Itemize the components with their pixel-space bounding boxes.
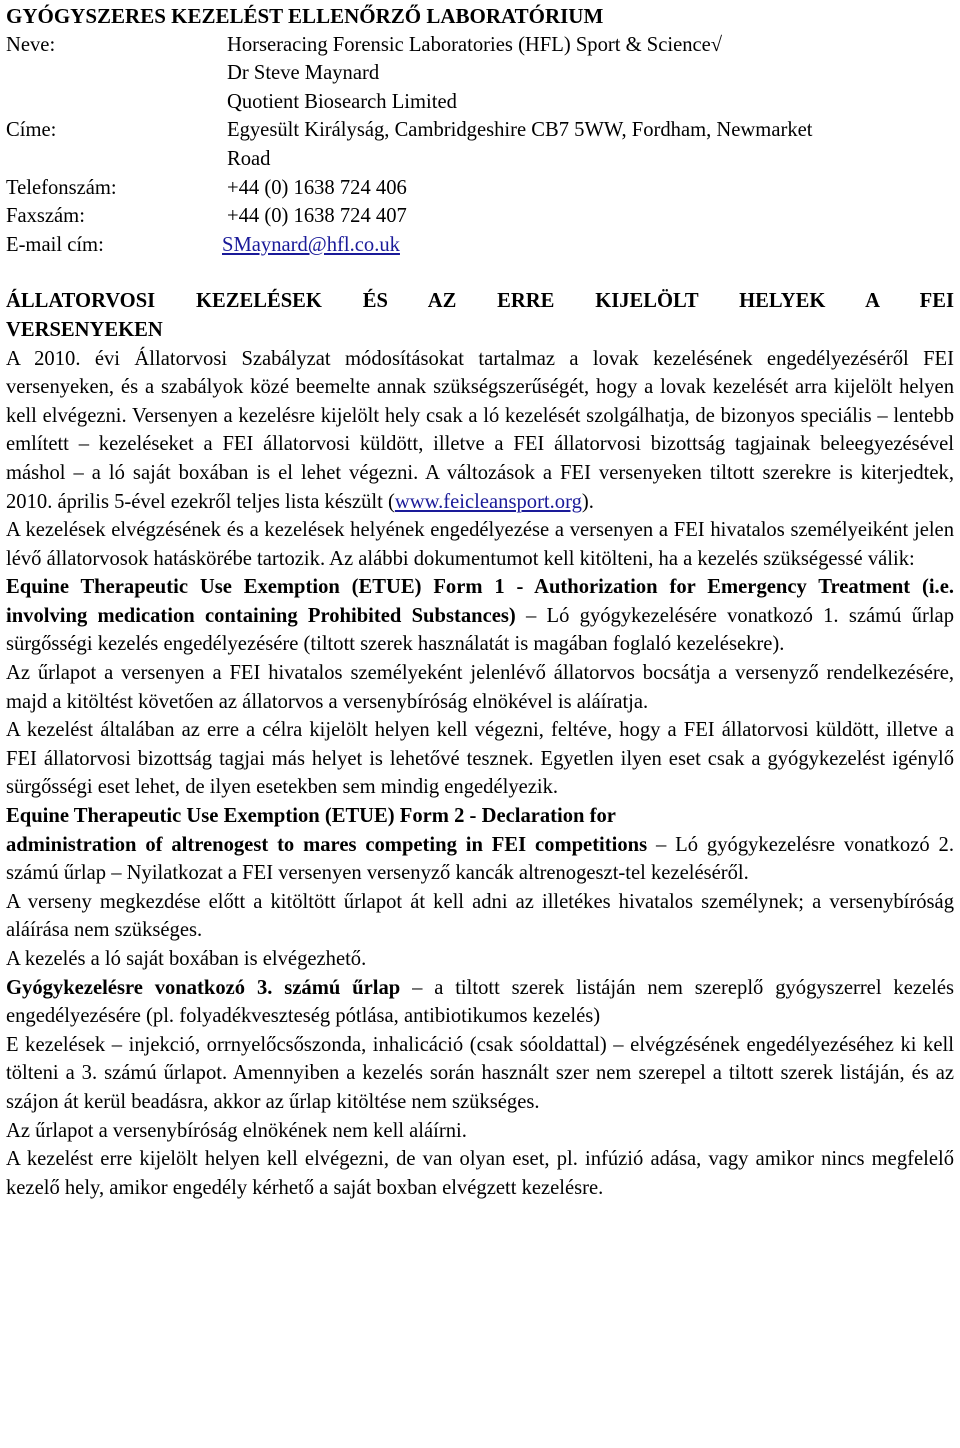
form1-paragraph-2: Az űrlapot a versenyen a FEI hivatalos személyeként jelenlévő állatorvos bocsátja a versenyző rendelkezésére, majd a kitöltést követően az állatorvos a versenybíróság elnökével is aláíratja. [6,662,954,713]
form1-paragraph [6,573,954,659]
address-value-1: Egyesült Királyság, Cambridgeshire CB7 5WW, Fordham, Newmarket [227,119,813,142]
spacer [6,259,954,287]
fax-value: +44 (0) 1638 724 407 [227,205,407,228]
phone-label: Telefonszám: [6,176,117,199]
intro-end: ). [581,490,594,513]
name-value-3: Quotient Biosearch Limited [227,90,457,113]
form1-title: Equine Therapeutic Use Exemption (ETUE) Form 1 - Authorization for Emergency Treatment (i.e. involving medication containing Prohibited Substances) [6,576,954,627]
address-value-2: Road [227,147,271,170]
name-label: Neve: [6,33,56,56]
email-label: E-mail cím: [6,233,104,256]
fax-row [6,202,954,231]
website-link[interactable]: www.feicleansport.org [394,490,582,513]
form2-paragraph-3: A kezelés a ló saját boxában is elvégezhető. [6,948,367,970]
email-row [6,231,954,260]
phone-row [6,174,954,203]
address-label: Címe: [6,119,57,142]
address-row [6,116,954,145]
intro-text: A 2010. évi Állatorvosi Szabályzat módosításokat tartalmaz a lovak kezelésének engedélyezéséről FEI versenyeken, és a szabályok közé beemelte annak szükségszerűségét, hogy a lovak kezelését arra kijelölt helyen kell elvégezni. Versenyen a kezelésre kijelölt hely csak a ló kezelését szolgálhatja, de bizonyos speciális – lentebb említett – kezeléseket a FEI állatorvosi küldött, illetve a FEI állatorvosi bizottság tagjainak beleegyezésével máshol – a ló saját boxában is el lehet végezni. A változások a FEI versenyeken tiltott szerekre is kiterjedtek, 2010. április 5-ével ezekről teljes lista készült ( [6,347,954,513]
section-heading-line-2: VERSENYEKEN [6,318,163,341]
form3-paragraph [6,974,954,1031]
form2-title-line-2: administration of altrenogest to mares competing in FEI competitions [6,833,648,856]
email-link[interactable]: SMaynard@hfl.co.uk [222,233,400,256]
name-value-1: Horseracing Forensic Laboratories (HFL) Sport & Science√ [227,33,723,56]
lab-title: GYÓGYSZERES KEZELÉST ELLENŐRZŐ LABORATÓRIUM [6,4,604,28]
form2-title-line-1: Equine Therapeutic Use Exemption (ETUE) Form 2 - Declaration for [6,805,616,828]
form1-paragraph-3: A kezelést általában az erre a célra kijelölt helyen kell végezni, feltéve, hogy a FEI állatorvosi küldött, illetve a FEI állatorvosi bizottság tagjai más helyet is lehetővé tesznek. Egyetlen ilyen eset csak a gyógykezelést igénylő sürgősségi eset lehet, de ilyen esetekben sem mindig engedélyezik. [6,719,954,799]
form3-title: Gyógykezelésre vonatkozó 3. számú űrlap [6,976,401,999]
name-row [6,31,954,60]
intro-paragraph [6,345,954,517]
phone-value: +44 (0) 1638 724 406 [227,176,407,199]
name-value-2: Dr Steve Maynard [227,62,380,85]
section-heading-line-1: ÁLLATORVOSI KEZELÉSEK ÉS AZ ERRE KIJELÖLT HELYEK A FEI [6,290,954,313]
document [6,2,954,1202]
competence-paragraph: A kezelések elvégzésének és a kezelések helyének engedélyezése a versenyen a FEI hivatalos személyeiként jelen lévő állatorvosok hatáskörébe tartozik. Az alábbi dokumentumot kell kitölteni, ha a kezelés szükségessé válik: [6,519,954,570]
form3-title-suffix: – a tiltott szerek listáján nem szereplő gyógyszerrel kezelés engedélyezésére (pl. folyadékveszteség pótlása, antibiotikumos kezelés) [6,976,954,1028]
form2-paragraph [6,831,954,888]
form1-title-suffix: – Ló gyógykezelésére vonatkozó 1. számú űrlap sürgősségi kezelés engedélyezésére (tiltott szerek használatát is magában foglaló kezelésekre). [6,604,954,656]
fax-label: Faxszám: [6,205,85,228]
form2-paragraph-2: A verseny megkezdése előtt a kitöltött űrlapot át kell adni az illetékes hivatalos személynek; a versenybíróság aláírása nem szükséges. [6,890,954,942]
form2-title-suffix: – Ló gyógykezelésre vonatkozó 2. számú űrlap – Nyilatkozat a FEI versenyen versenyző kancák altrenogeszt-tel kezeléséről. [6,833,954,885]
form3-paragraph-4: A kezelést erre kijelölt helyen kell elvégezni, de van olyan eset, pl. infúzió adása, vagy amikor nincs megfelelő kezelő hely, amikor engedély kérhető a saját boxban elvégzett kezelésre. [6,1148,954,1199]
form3-paragraph-3: Az űrlapot a versenybíróság elnökének nem kell aláírni. [6,1119,467,1142]
form3-paragraph-2: E kezelések – injekció, orrnyelőcsőszonda, inhalicáció (csak sóoldattal) – elvégzésének engedélyezéséhez ki kell tölteni a 3. számú űrlapot. Amennyiben a kezelés során használt szer nem szerepel a tiltott szerek listáján, és az szájon át kerül beadásra, akkor az űrlap kitöltése nem szükséges. [6,1033,954,1113]
